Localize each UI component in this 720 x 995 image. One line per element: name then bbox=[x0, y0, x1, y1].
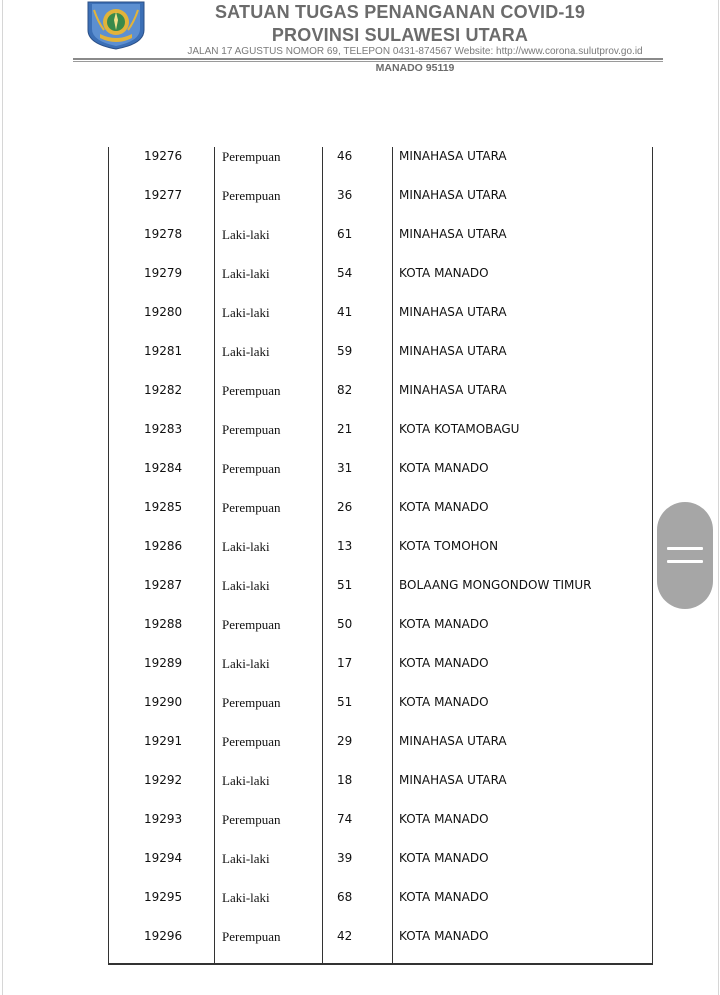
table-row bbox=[108, 927, 653, 966]
cell-age: 26 bbox=[337, 500, 353, 514]
cell-age: 54 bbox=[337, 266, 353, 280]
table-row bbox=[108, 537, 653, 576]
table-row bbox=[108, 225, 653, 264]
cell-age: 41 bbox=[337, 305, 353, 319]
cell-gender: Perempuan bbox=[222, 734, 281, 749]
cell-gender: Laki-laki bbox=[222, 656, 270, 671]
cell-regency: MINAHASA UTARA bbox=[399, 227, 507, 241]
cell-case-number: 19291 bbox=[144, 734, 183, 748]
cell-regency: KOTA MANADO bbox=[399, 617, 489, 631]
cell-age: 21 bbox=[337, 422, 353, 436]
cell-age: 31 bbox=[337, 461, 353, 475]
cell-case-number: 19277 bbox=[144, 188, 183, 202]
cell-case-number: 19281 bbox=[144, 344, 183, 358]
cell-age: 13 bbox=[337, 539, 353, 553]
cell-gender: Laki-laki bbox=[222, 578, 270, 593]
cell-case-number: 19276 bbox=[144, 149, 183, 163]
cell-regency: KOTA MANADO bbox=[399, 890, 489, 904]
cell-case-number: 19286 bbox=[144, 539, 183, 553]
cell-regency: MINAHASA UTARA bbox=[399, 344, 507, 358]
cell-case-number: 19285 bbox=[144, 500, 183, 514]
cell-gender: Perempuan bbox=[222, 812, 281, 827]
cell-regency: KOTA MANADO bbox=[399, 929, 489, 943]
table-row bbox=[108, 732, 653, 771]
cell-regency: MINAHASA UTARA bbox=[399, 149, 507, 163]
cell-gender: Laki-laki bbox=[222, 890, 270, 905]
cell-gender: Perempuan bbox=[222, 500, 281, 515]
cell-case-number: 19288 bbox=[144, 617, 183, 631]
header-address: JALAN 17 AGUSTUS NOMOR 69, TELEPON 0431-874567 Website: http://www.corona.sulutprov.go.id bbox=[187, 46, 643, 57]
cell-case-number: 19284 bbox=[144, 461, 183, 475]
cell-gender: Perempuan bbox=[222, 188, 281, 203]
cell-regency: MINAHASA UTARA bbox=[399, 305, 507, 319]
cell-gender: Perempuan bbox=[222, 461, 281, 476]
cell-case-number: 19287 bbox=[144, 578, 183, 592]
cell-case-number: 19290 bbox=[144, 695, 183, 709]
cell-gender: Perempuan bbox=[222, 422, 281, 437]
cell-age: 36 bbox=[337, 188, 353, 202]
cell-case-number: 19289 bbox=[144, 656, 183, 670]
cell-regency: KOTA TOMOHON bbox=[399, 539, 499, 553]
cell-regency: KOTA MANADO bbox=[399, 851, 489, 865]
page-edge-left bbox=[2, 0, 3, 995]
cell-age: 82 bbox=[337, 383, 353, 397]
cell-regency: KOTA MANADO bbox=[399, 461, 489, 475]
cell-age: 39 bbox=[337, 851, 353, 865]
table-row bbox=[108, 771, 653, 810]
cell-regency: MINAHASA UTARA bbox=[399, 773, 507, 787]
table-row bbox=[108, 888, 653, 927]
table-row bbox=[108, 186, 653, 225]
table-row bbox=[108, 342, 653, 381]
cell-age: 59 bbox=[337, 344, 353, 358]
table-row bbox=[108, 693, 653, 732]
cell-gender: Laki-laki bbox=[222, 773, 270, 788]
cell-regency: MINAHASA UTARA bbox=[399, 188, 507, 202]
cell-case-number: 19283 bbox=[144, 422, 183, 436]
cell-regency: MINAHASA UTARA bbox=[399, 383, 507, 397]
cell-gender: Laki-laki bbox=[222, 227, 270, 242]
cell-age: 18 bbox=[337, 773, 353, 787]
cell-regency: BOLAANG MONGONDOW TIMUR bbox=[399, 578, 592, 592]
cell-age: 50 bbox=[337, 617, 353, 631]
cell-age: 61 bbox=[337, 227, 353, 241]
provincial-crest-icon bbox=[82, 0, 150, 50]
cell-gender: Laki-laki bbox=[222, 344, 270, 359]
table-row bbox=[108, 576, 653, 615]
cell-age: 68 bbox=[337, 890, 353, 904]
cell-case-number: 19292 bbox=[144, 773, 183, 787]
cell-age: 51 bbox=[337, 578, 353, 592]
table-row bbox=[108, 615, 653, 654]
cell-gender: Perempuan bbox=[222, 929, 281, 944]
cell-case-number: 19279 bbox=[144, 266, 183, 280]
cell-regency: KOTA MANADO bbox=[399, 500, 489, 514]
cell-gender: Perempuan bbox=[222, 617, 281, 632]
cell-case-number: 19296 bbox=[144, 929, 183, 943]
header-postcode: MANADO 95119 bbox=[375, 62, 455, 74]
table-row bbox=[108, 498, 653, 537]
cell-case-number: 19294 bbox=[144, 851, 183, 865]
header-title-line2: PROVINSI SULAWESI UTARA bbox=[271, 25, 529, 45]
cell-gender: Perempuan bbox=[222, 695, 281, 710]
table-row bbox=[108, 147, 653, 186]
table-row bbox=[108, 264, 653, 303]
cell-regency: KOTA MANADO bbox=[399, 656, 489, 670]
header-rule-thick bbox=[73, 58, 663, 60]
cell-age: 46 bbox=[337, 149, 353, 163]
cell-gender: Perempuan bbox=[222, 149, 281, 164]
header-title-line1: SATUAN TUGAS PENANGANAN COVID-19 bbox=[214, 2, 586, 22]
cell-case-number: 19280 bbox=[144, 305, 183, 319]
table-row bbox=[108, 420, 653, 459]
cell-gender: Laki-laki bbox=[222, 539, 270, 554]
cell-gender: Perempuan bbox=[222, 383, 281, 398]
cell-case-number: 19282 bbox=[144, 383, 183, 397]
cell-gender: Laki-laki bbox=[222, 266, 270, 281]
table-row bbox=[108, 654, 653, 693]
cell-regency: MINAHASA UTARA bbox=[399, 734, 507, 748]
table-row bbox=[108, 849, 653, 888]
cell-age: 51 bbox=[337, 695, 353, 709]
cell-case-number: 19293 bbox=[144, 812, 183, 826]
cell-regency: KOTA KOTAMOBAGU bbox=[399, 422, 520, 436]
table-row bbox=[108, 810, 653, 849]
cell-regency: KOTA MANADO bbox=[399, 695, 489, 709]
table-row bbox=[108, 303, 653, 342]
cell-case-number: 19278 bbox=[144, 227, 183, 241]
table-row bbox=[108, 459, 653, 498]
scroll-handle[interactable] bbox=[657, 502, 713, 609]
page-edge-right bbox=[718, 0, 719, 995]
cell-case-number: 19295 bbox=[144, 890, 183, 904]
patient-table bbox=[108, 147, 653, 965]
cell-regency: KOTA MANADO bbox=[399, 266, 489, 280]
cell-gender: Laki-laki bbox=[222, 305, 270, 320]
cell-age: 74 bbox=[337, 812, 353, 826]
table-row bbox=[108, 381, 653, 420]
cell-regency: KOTA MANADO bbox=[399, 812, 489, 826]
cell-age: 29 bbox=[337, 734, 353, 748]
cell-age: 42 bbox=[337, 929, 353, 943]
cell-age: 17 bbox=[337, 656, 353, 670]
cell-gender: Laki-laki bbox=[222, 851, 270, 866]
